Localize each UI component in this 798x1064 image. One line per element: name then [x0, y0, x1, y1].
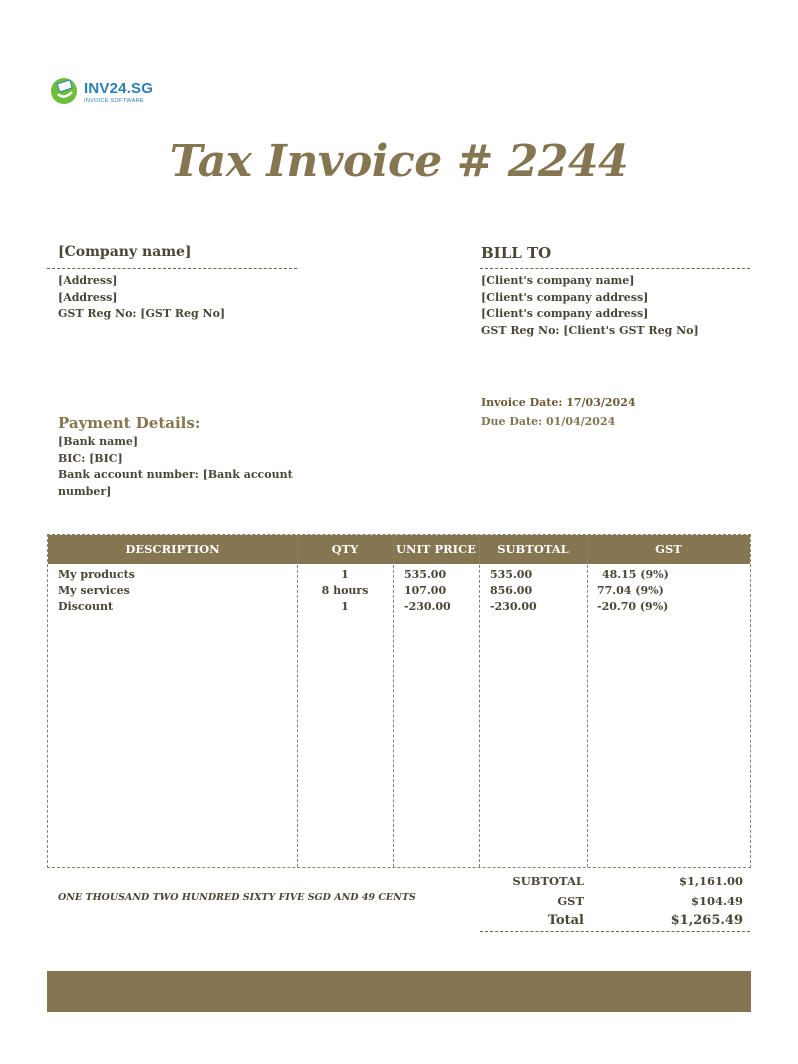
bill-to-heading: BILL TO: [481, 244, 552, 262]
row-unit-price: 535.00: [404, 568, 447, 581]
total-underline: [480, 931, 750, 932]
bank-name: [Bank name]: [58, 435, 139, 448]
row-qty: 8 hours: [321, 584, 369, 597]
client-address-line2: [Client's company address]: [481, 307, 649, 320]
header-qty: QTY: [331, 542, 359, 556]
subtotal-label: SUBTOTAL: [512, 874, 584, 888]
column-divider: [587, 535, 588, 867]
bill-to-divider: [480, 268, 750, 269]
company-gst: GST Reg No: [GST Reg No]: [58, 307, 226, 320]
payment-heading: Payment Details:: [58, 414, 201, 432]
company-name: [Company name]: [58, 244, 192, 260]
header-unit-price: UNIT PRICE: [396, 542, 476, 556]
bank-account-line1: Bank account number: [Bank account: [58, 468, 293, 481]
company-address-line1: [Address]: [58, 274, 118, 287]
row-gst: -20.70 (9%): [597, 600, 669, 613]
company-address: [58, 273, 225, 323]
column-divider: [479, 535, 480, 867]
payment-details: [58, 434, 293, 500]
row-unit-price: -230.00: [404, 600, 451, 613]
total-label: Total: [547, 913, 584, 928]
row-gst: 77.04 (9%): [597, 584, 664, 597]
logo-mark-icon: [48, 74, 80, 106]
client-company-name: [Client's company name]: [481, 274, 635, 287]
row-description: Discount: [58, 600, 114, 613]
row-subtotal: 535.00: [490, 568, 533, 581]
row-description: My products: [58, 568, 135, 581]
header-gst: GST: [655, 542, 682, 556]
amount-in-words: ONE THOUSAND TWO HUNDRED SIXTY FIVE SGD AND 49 CENTS: [58, 892, 416, 903]
row-subtotal: 856.00: [490, 584, 533, 597]
total-value: $1,265.49: [670, 913, 743, 928]
client-address-line1: [Client's company address]: [481, 290, 649, 304]
bank-account-line2: number]: [58, 484, 112, 498]
row-subtotal: -230.00: [490, 600, 537, 613]
subtotal-value: $1,161.00: [678, 874, 743, 888]
row-unit-price: 107.00: [404, 584, 447, 597]
header-description: DESCRIPTION: [125, 542, 220, 556]
bank-bic: BIC: [BIC]: [58, 451, 123, 465]
row-qty: 1: [341, 600, 349, 613]
gst-value: $104.49: [690, 894, 743, 908]
company-divider: [47, 268, 297, 269]
client-gst: GST Reg No: [Client's GST Reg No]: [481, 323, 699, 337]
row-gst: 48.15 (9%): [602, 568, 669, 581]
row-qty: 1: [341, 568, 349, 581]
gst-label: GST: [557, 894, 584, 908]
company-address-line2: [Address]: [58, 290, 118, 304]
bill-to-details: [481, 273, 699, 339]
column-divider: [393, 535, 394, 867]
brand-logo: [48, 74, 168, 110]
row-description: My services: [58, 584, 130, 597]
invoice-dates: [481, 395, 635, 430]
footer-bar: [47, 971, 751, 1012]
invoice-date: Invoice Date: 17/03/2024: [481, 396, 636, 409]
items-table-header: [48, 535, 750, 564]
items-table: [47, 534, 751, 868]
invoice-title: Tax Invoice # 2244: [169, 136, 629, 187]
logo-tagline: INVOICE SOFTWARE: [84, 98, 144, 104]
due-date: Due Date: 01/04/2024: [481, 414, 616, 428]
header-subtotal: SUBTOTAL: [497, 542, 569, 556]
logo-name: INV24.SG: [84, 80, 154, 97]
